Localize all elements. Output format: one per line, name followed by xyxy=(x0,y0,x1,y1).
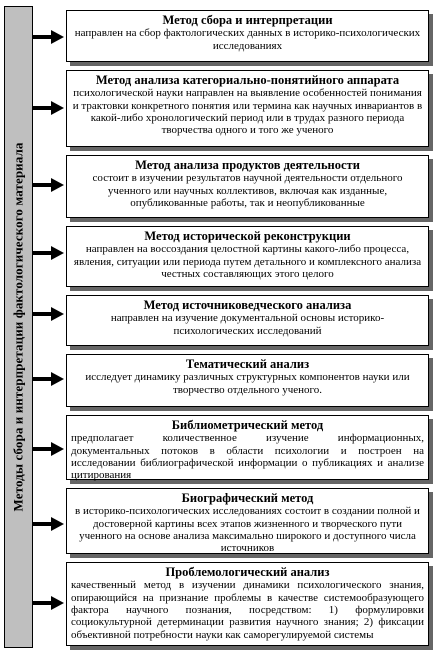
method-box-category-analysis xyxy=(66,70,429,147)
method-box-biographical xyxy=(66,488,429,554)
method-title: Метод исторической реконструкции xyxy=(144,229,351,243)
method-description: в историко-психологических исследованиях состоит в создании полной и достоверной картины всех этапов жизненного и творческого пути ученного на основе анализа максимально широкого и доступного числа источников xyxy=(75,505,420,555)
method-description: качественный метод в изучении динамики психологического знания, опирающийся на признание проблемы в качестве системообразующего фактора научного познания, посредством: 1) формулировки социокультурной детерминации развития научного знания; 2) фиксации объективной потребности науки как саморегулируемой системы xyxy=(71,579,424,641)
method-title: Тематический анализ xyxy=(185,357,310,371)
method-title: Биографический метод xyxy=(181,491,314,505)
arrow-connector xyxy=(33,442,64,456)
arrow-connector xyxy=(33,246,64,260)
method-box-source-analysis xyxy=(66,295,429,346)
arrow-connector xyxy=(33,517,64,531)
method-box-products-analysis xyxy=(66,155,429,218)
method-description: направлен на воссоздания целостной картины какого-либо процесса, явления, ситуации или периода путем детального и комплексного анализа честных составляющих этого целого xyxy=(73,243,422,280)
method-box-collection xyxy=(66,10,429,62)
sidebar-label: Методы сбора и интерпретации фактологического материала xyxy=(10,142,26,512)
method-title: Метод анализа категориально-понятийного аппарата xyxy=(95,73,400,87)
arrow-connector xyxy=(33,372,64,386)
method-title: Метод анализа продуктов деятельности xyxy=(135,158,360,172)
method-box-historical-reconstruction xyxy=(66,226,429,287)
method-box-bibliometric xyxy=(66,415,429,480)
arrow-connector xyxy=(33,596,64,610)
method-title: Метод источниковедческого анализа xyxy=(143,298,352,312)
category-sidebar xyxy=(4,6,33,648)
method-title: Проблемологический анализ xyxy=(165,565,330,579)
arrow-connector xyxy=(33,178,64,192)
method-description: состоит в изучении результатов научной деятельности отдельного ученного или научных коллективов, включая как изданные, опубликованные работы, так и неопубликованные xyxy=(92,172,403,209)
arrow-connector xyxy=(33,30,64,44)
arrow-connector xyxy=(33,101,64,115)
method-description: направлен на изучение документальной основы историко-психологических исследований xyxy=(110,312,385,337)
arrow-connector xyxy=(33,307,64,321)
method-description: направлен на сбор фактологических данных в историко-психологических исследованиях xyxy=(74,27,421,52)
method-box-problemological xyxy=(66,562,429,646)
method-description: исследует динамику различных структурных компонентов науки или творчество отдельного ученого. xyxy=(85,371,410,396)
method-box-thematic-analysis xyxy=(66,354,429,407)
method-description: предполагает количественное изучение информационных, документальных потоков в области психологии и построен на исследовании библиографической информации о публикациях и анализе цитирования xyxy=(71,432,424,482)
method-title: Метод сбора и интерпретации xyxy=(162,13,333,27)
method-title: Библиометрический метод xyxy=(171,418,324,432)
method-description: психологической науки направлен на выявление особенностей понимания и трактовки конкретного понятия или термина как научных инвариантов в какой-либо хронологический период или в трудах разного периода творчества одного и того же ученого xyxy=(72,87,423,137)
